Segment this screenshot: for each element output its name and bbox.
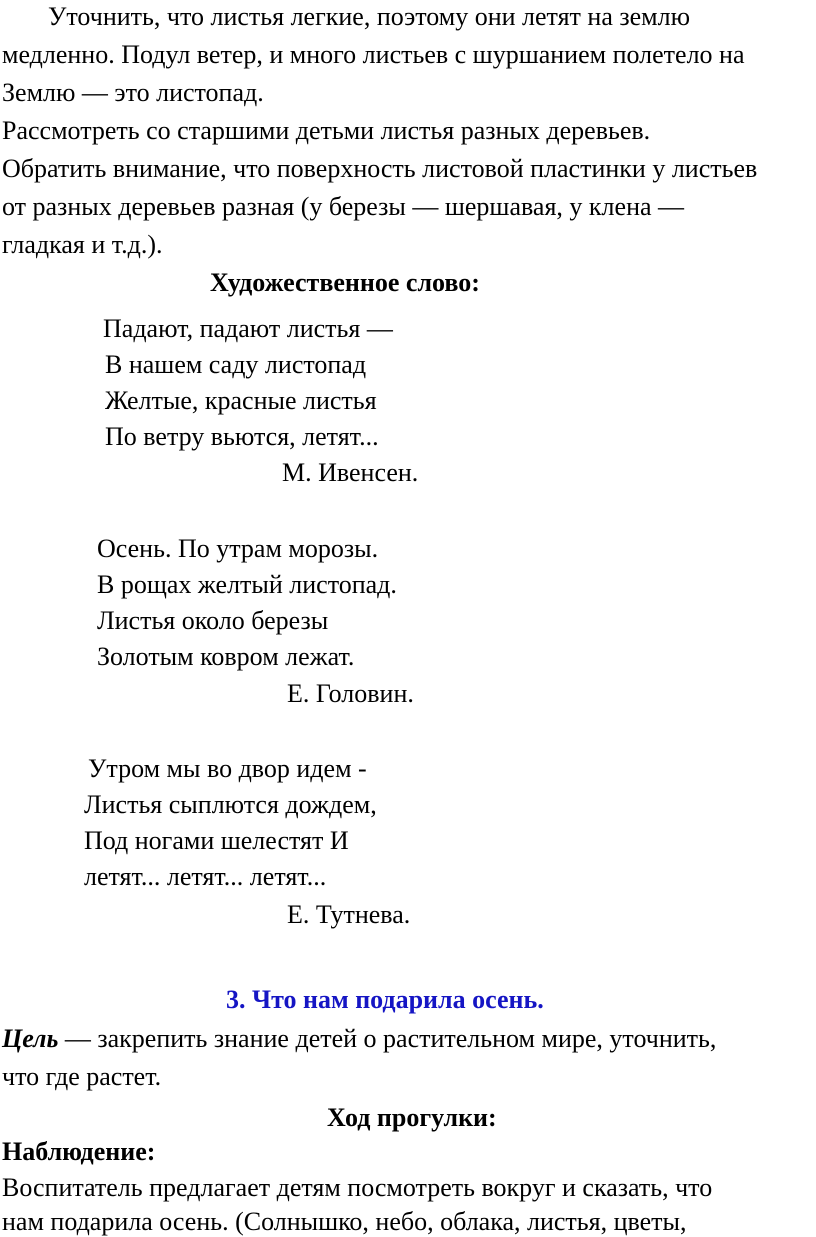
poem-line: Листья около березы [97, 606, 329, 635]
intro-line: Обратить внимание, что поверхность листовой пластинки у листьев [2, 154, 758, 183]
artistic-word-heading: Художественное слово: [210, 268, 480, 297]
intro-line: Уточнить, что листья легкие, поэтому они летят на землю [48, 2, 691, 31]
poem-line: Утром мы во двор идем - [88, 754, 367, 783]
poem-line: Осень. По утрам морозы. [97, 534, 379, 563]
poem-author: Е. Головин. [287, 679, 414, 708]
poem-line: летят... летят... летят... [84, 862, 327, 891]
poem-line: Под ногами шелестят И [84, 826, 349, 855]
poem-line: По ветру вьются, летят... [105, 422, 379, 451]
poem-line: Листья сыплются дождем, [84, 790, 377, 819]
section-title: 3. Что нам подарила осень. [226, 985, 544, 1014]
observation-line: нам подарила осень. (Солнышко, небо, облака, листья, цветы, [2, 1207, 687, 1236]
poem-line: Золотым ковром лежат. [97, 642, 355, 671]
poem-line: В нашем саду листопад [105, 350, 367, 379]
intro-line: Рассмотреть со старшими детьми листья разных деревьев. [2, 116, 651, 145]
poem-line: Желтые, красные листья [105, 386, 377, 415]
goal-line [2, 1024, 716, 1054]
intro-line: от разных деревьев разная (у березы — шершавая, у клена — [2, 192, 685, 221]
observation-line: Воспитатель предлагает детям посмотреть вокруг и сказать, что [2, 1173, 713, 1202]
intro-line: медленно. Подул ветер, и много листьев с шуршанием полетело на [2, 40, 745, 69]
poem-line: Падают, падают листья — [103, 314, 393, 343]
poem-line: В рощах желтый листопад. [97, 570, 397, 599]
walk-heading: Ход прогулки: [327, 1103, 497, 1132]
intro-line: гладкая и т.д.). [2, 230, 163, 259]
goal-text-continued: что где растет. [2, 1062, 162, 1091]
intro-line: Землю — это листопад. [2, 78, 264, 107]
goal-label: Цель [2, 1024, 59, 1053]
goal-text: — закрепить знание детей о растительном мире, уточнить, [58, 1024, 717, 1053]
observation-label: Наблюдение: [2, 1137, 156, 1166]
poem-author: Е. Тутнева. [287, 900, 411, 929]
poem-author: М. Ивенсен. [282, 458, 419, 487]
